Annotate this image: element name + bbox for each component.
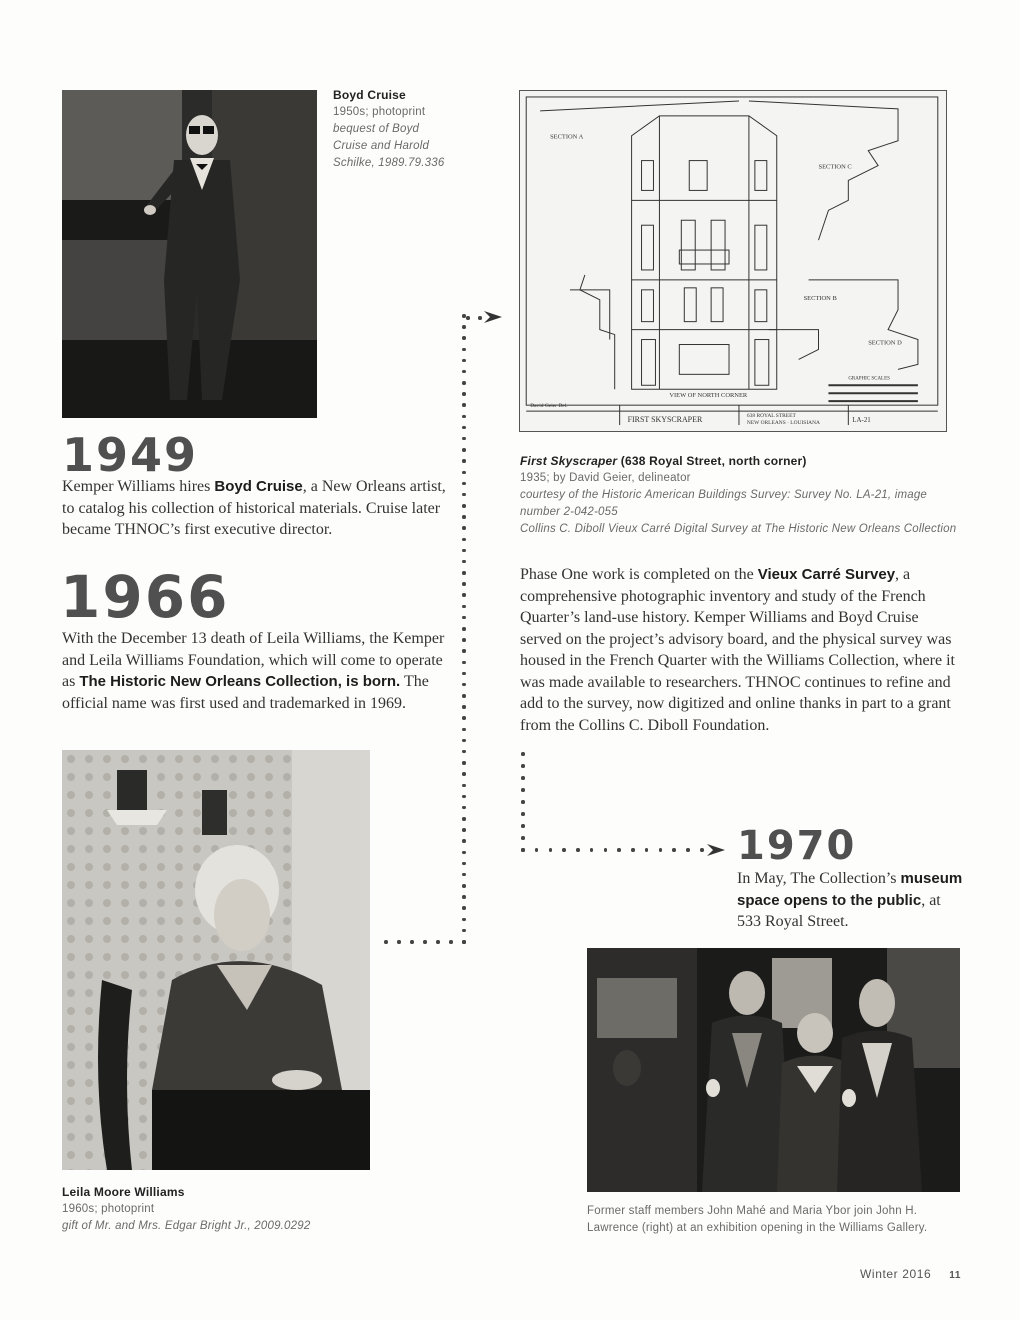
text-1970-post: , at 533 Royal Street. xyxy=(737,891,941,930)
connector-dot xyxy=(462,705,466,709)
connector-dot xyxy=(521,848,525,852)
page-footer xyxy=(860,1267,961,1281)
connector-dot xyxy=(462,683,466,687)
connector-dot xyxy=(462,638,466,642)
caption-title-rest: (638 Royal Street, north corner) xyxy=(617,454,807,468)
connector-dot xyxy=(466,316,470,320)
drawing-label-section-c: SECTION C xyxy=(818,163,852,171)
text-1970-pre: In May, The Collection’s xyxy=(737,870,901,887)
year-1970: 1970 xyxy=(737,823,857,869)
text-1949-post: , a New Orleans artist, to catalog his collection of historical materials. Cruise later became THNOC’s first executive director. xyxy=(62,478,446,538)
drawing-label-title: FIRST SKYSCRAPER xyxy=(627,415,703,425)
connector-dot xyxy=(462,549,466,553)
connector-dot xyxy=(604,848,608,852)
drawing-label-section-a: SECTION A xyxy=(550,133,584,141)
connector-dot xyxy=(462,649,466,653)
boyd-cruise-photo xyxy=(62,90,317,418)
connector-dot xyxy=(462,515,466,519)
connector-dot xyxy=(700,848,704,852)
drawing-label-section-d: SECTION D xyxy=(868,339,902,347)
connector-dot xyxy=(462,761,466,765)
connector-dot xyxy=(462,884,466,888)
drawing-label-view: VIEW OF NORTH CORNER xyxy=(669,392,748,400)
connector-dot xyxy=(617,848,621,852)
connector-dot xyxy=(410,940,414,944)
caption-credit: Schilke, 1989.79.336 xyxy=(333,157,445,169)
connector-dot xyxy=(462,929,466,933)
connector-dot xyxy=(659,848,663,852)
caption-credit: courtesy of the Historic American Buildings Survey: Survey No. LA-21, image number 2-042-055 xyxy=(520,489,928,518)
connector-dot xyxy=(462,504,466,508)
first-skyscraper-drawing xyxy=(519,90,947,432)
connector-dot xyxy=(462,784,466,788)
timeline-arrow-icon xyxy=(707,843,727,857)
issue-label: Winter 2016 xyxy=(860,1267,932,1281)
caption-credit: Collins C. Diboll Vieux Carré Digital Survey at The Historic New Orleans Collection xyxy=(520,523,957,535)
connector-dot xyxy=(462,772,466,776)
connector-dot xyxy=(521,800,525,804)
connector-dot xyxy=(462,403,466,407)
connector-dot xyxy=(462,873,466,877)
connector-dot xyxy=(462,538,466,542)
connector-dot xyxy=(462,471,466,475)
text-1949-bold: Boyd Cruise xyxy=(214,478,303,495)
connector-dot xyxy=(462,560,466,564)
text-1949 xyxy=(62,476,447,541)
connector-dot xyxy=(462,359,466,363)
connector-dot xyxy=(462,336,466,340)
connector-dot xyxy=(462,750,466,754)
connector-dot xyxy=(478,316,482,320)
connector-dot xyxy=(535,848,539,852)
connector-dot xyxy=(397,940,401,944)
connector-dot xyxy=(462,459,466,463)
staff-exhibition-photo xyxy=(587,948,960,1192)
caption-title: First Skyscraper xyxy=(520,454,618,468)
first-skyscraper-caption xyxy=(520,453,965,538)
connector-dot xyxy=(462,906,466,910)
connector-dot xyxy=(562,848,566,852)
connector-dot xyxy=(576,848,580,852)
connector-dot xyxy=(462,839,466,843)
connector-dot xyxy=(462,817,466,821)
connector-dot xyxy=(462,415,466,419)
connector-dot xyxy=(462,582,466,586)
leila-williams-caption xyxy=(62,1184,392,1235)
connector-dot xyxy=(462,728,466,732)
drawing-label-sheet: LA-21 xyxy=(852,416,871,425)
connector-dot xyxy=(462,716,466,720)
drawing-label-address: 638 ROYAL STREET xyxy=(746,413,796,420)
drawing-label-scales: GRAPHIC SCALES xyxy=(848,376,890,382)
text-1966 xyxy=(62,628,447,714)
connector-dot xyxy=(521,824,525,828)
leila-williams-photo xyxy=(62,750,370,1170)
connector-dot xyxy=(462,370,466,374)
caption-line: Lawrence (right) at an exhibition opening in the Williams Gallery. xyxy=(587,1222,928,1234)
connector-dot xyxy=(645,848,649,852)
text-1949-pre: Kemper Williams hires xyxy=(62,478,215,495)
connector-dot xyxy=(462,694,466,698)
connector-dot xyxy=(462,426,466,430)
boyd-cruise-caption xyxy=(333,87,483,172)
connector-dot xyxy=(462,616,466,620)
caption-title-line xyxy=(520,453,965,470)
connector-dot xyxy=(449,940,453,944)
connector-dot xyxy=(631,848,635,852)
connector-dot xyxy=(462,493,466,497)
connector-dot xyxy=(462,862,466,866)
connector-dot xyxy=(521,764,525,768)
connector-dot xyxy=(436,940,440,944)
connector-dot xyxy=(462,795,466,799)
connector-dot xyxy=(462,828,466,832)
connector-dot xyxy=(462,918,466,922)
caption-title: Boyd Cruise xyxy=(333,88,406,102)
connector-dot xyxy=(549,848,553,852)
connector-dot xyxy=(462,940,466,944)
caption-title: Leila Moore Williams xyxy=(62,1185,185,1199)
text-1966-bold: The Historic New Orleans Collection, is born. xyxy=(79,673,401,690)
text-1970 xyxy=(737,868,967,933)
connector-dot xyxy=(521,836,525,840)
connector-dot xyxy=(462,739,466,743)
drawing-label-delineator: David Geier Del. xyxy=(530,403,568,410)
timeline-arrow-icon xyxy=(484,310,504,324)
connector-dot xyxy=(462,392,466,396)
text-1966-pre: With the December 13 death of Leila Williams, the Kemper and Leila Williams Foundation, which will come to operate as xyxy=(62,630,445,690)
connector-dot xyxy=(462,381,466,385)
connector-dot xyxy=(521,776,525,780)
text-phase-one-pre: Phase One work is completed on the xyxy=(520,566,758,583)
connector-dot xyxy=(686,848,690,852)
caption-date-medium: 1960s; photoprint xyxy=(62,1203,155,1215)
connector-dot xyxy=(462,627,466,631)
page-number: 11 xyxy=(949,1270,962,1281)
drawing-label-city: NEW ORLEANS · LOUISIANA xyxy=(746,420,820,427)
caption-date-medium: 1950s; photoprint xyxy=(333,106,426,118)
text-1970-bold: museum space opens to the public xyxy=(737,870,963,909)
connector-dot xyxy=(521,788,525,792)
connector-dot xyxy=(462,593,466,597)
connector-dot xyxy=(462,348,466,352)
connector-dot xyxy=(462,448,466,452)
connector-dot xyxy=(462,851,466,855)
connector-dot xyxy=(462,571,466,575)
connector-dot xyxy=(462,526,466,530)
connector-dot xyxy=(462,314,466,318)
text-1966-post: The official name was first used and trademarked in 1969. xyxy=(62,673,429,712)
text-phase-one xyxy=(520,564,960,736)
caption-date-medium: 1935; by David Geier, delineator xyxy=(520,472,691,484)
connector-dot xyxy=(672,848,676,852)
caption-line: Former staff members John Mahé and Maria Ybor join John H. xyxy=(587,1205,918,1217)
connector-dot xyxy=(462,437,466,441)
caption-credit: bequest of Boyd xyxy=(333,123,420,135)
drawing-label-section-b: SECTION B xyxy=(803,294,837,302)
staff-photo-caption xyxy=(587,1203,967,1237)
caption-credit: Cruise and Harold xyxy=(333,140,430,152)
connector-dot xyxy=(462,325,466,329)
year-1966: 1966 xyxy=(60,563,230,631)
year-1949: 1949 xyxy=(62,428,199,482)
connector-dot xyxy=(590,848,594,852)
caption-credit: gift of Mr. and Mrs. Edgar Bright Jr., 2009.0292 xyxy=(62,1220,311,1232)
connector-dot xyxy=(462,672,466,676)
connector-dot xyxy=(521,812,525,816)
connector-dot xyxy=(462,895,466,899)
connector-dot xyxy=(462,482,466,486)
connector-dot xyxy=(462,806,466,810)
connector-dot xyxy=(423,940,427,944)
connector-dot xyxy=(462,661,466,665)
connector-dot xyxy=(462,605,466,609)
connector-dot xyxy=(521,752,525,756)
text-phase-one-bold: Vieux Carré Survey xyxy=(757,566,896,583)
connector-dot xyxy=(384,940,388,944)
text-phase-one-post: , a comprehensive photographic inventory and study of the French Quarter’s land-use history. Kemper Williams and Boyd Cruise served on the project’s advisory board, and the physical survey was housed in the French Quarter with the Williams Collection, where it was made available to researchers. THNOC continues to refine and add to the survey, now digitized and online thanks in part to a grant from the Collins C. Diboll Foundation. xyxy=(520,566,955,734)
